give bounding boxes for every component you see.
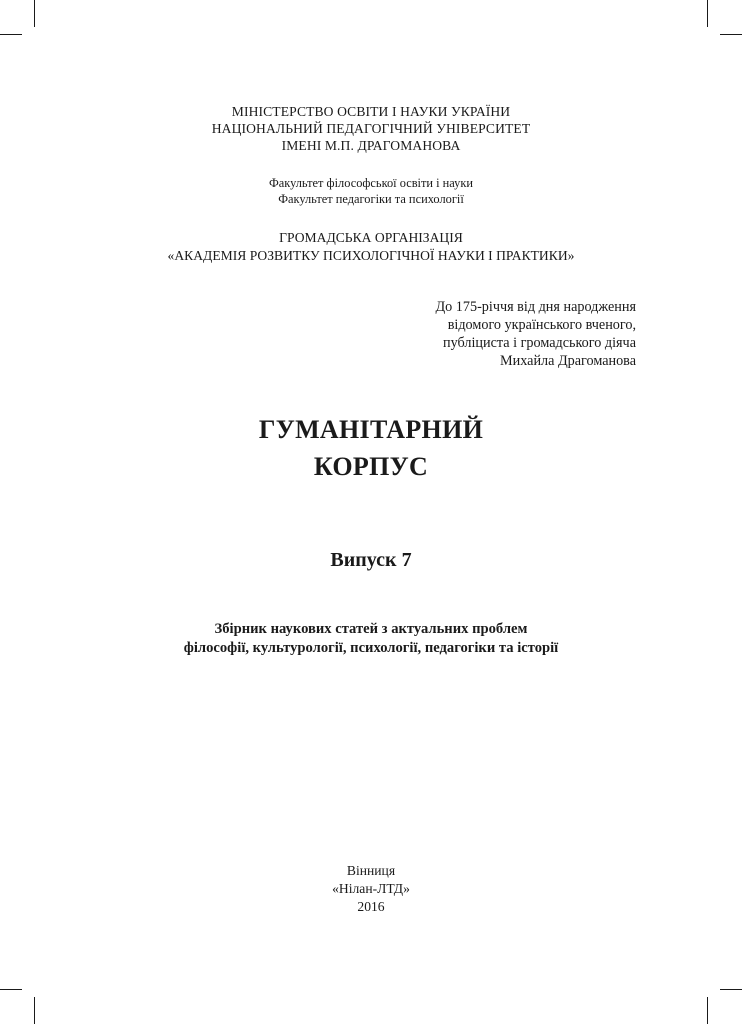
crop-mark-top-left-horizontal [0, 34, 22, 35]
imprint-city: Вінниця [346, 863, 396, 878]
ministry-line: МІНІСТЕРСТВО ОСВІТИ І НАУКИ УКРАЇНИ [231, 104, 511, 119]
imprint-year: 2016 [357, 899, 385, 914]
crop-mark-bottom-left-horizontal [0, 989, 22, 990]
title-line: КОРПУС [313, 452, 429, 481]
faculty-line: Факультет педагогіки та психології [278, 192, 464, 206]
dedication-line: До 175-річчя від дня народження [435, 299, 636, 315]
organization-block [0, 229, 742, 265]
subtitle-line: Збірник наукових статей з актуальних проблем [214, 621, 528, 637]
organization-name-line: «АКАДЕМІЯ РОЗВИТКУ ПСИХОЛОГІЧНОЇ НАУКИ І ПРАКТИКИ» [167, 248, 575, 263]
crop-mark-top-right-horizontal [720, 34, 742, 35]
imprint-block [0, 862, 742, 916]
title-line: ГУМАНІТАРНИЙ [258, 415, 484, 444]
ministry-header [0, 103, 742, 154]
faculty-line: Факультет філософської освіти і науки [268, 176, 474, 190]
crop-mark-top-left-vertical [34, 0, 35, 27]
issue-number: Випуск 7 [330, 549, 412, 571]
dedication-block [435, 298, 636, 370]
book-title [0, 411, 742, 485]
university-line: НАЦІОНАЛЬНИЙ ПЕДАГОГІЧНИЙ УНІВЕРСИТЕТ [211, 121, 531, 136]
dedication-line: відомого українського вченого, [447, 317, 636, 333]
crop-mark-bottom-right-vertical [707, 997, 708, 1024]
crop-mark-top-right-vertical [707, 0, 708, 27]
crop-mark-bottom-right-horizontal [720, 989, 742, 990]
book-subtitle [0, 620, 742, 658]
subtitle-line: філософії, культурології, психології, педагогіки та історії [183, 640, 559, 656]
crop-mark-bottom-left-vertical [34, 997, 35, 1024]
university-name-line: ІМЕНІ М.П. ДРАГОМАНОВА [281, 138, 461, 153]
imprint-publisher: «Нілан-ЛТД» [332, 881, 410, 896]
organization-type-line: ГРОМАДСЬКА ОРГАНІЗАЦІЯ [279, 230, 463, 245]
faculties-block [0, 175, 742, 207]
dedication-line: Михайла Драгоманова [500, 353, 636, 369]
dedication-line: публіциста і громадського діяча [443, 335, 636, 351]
